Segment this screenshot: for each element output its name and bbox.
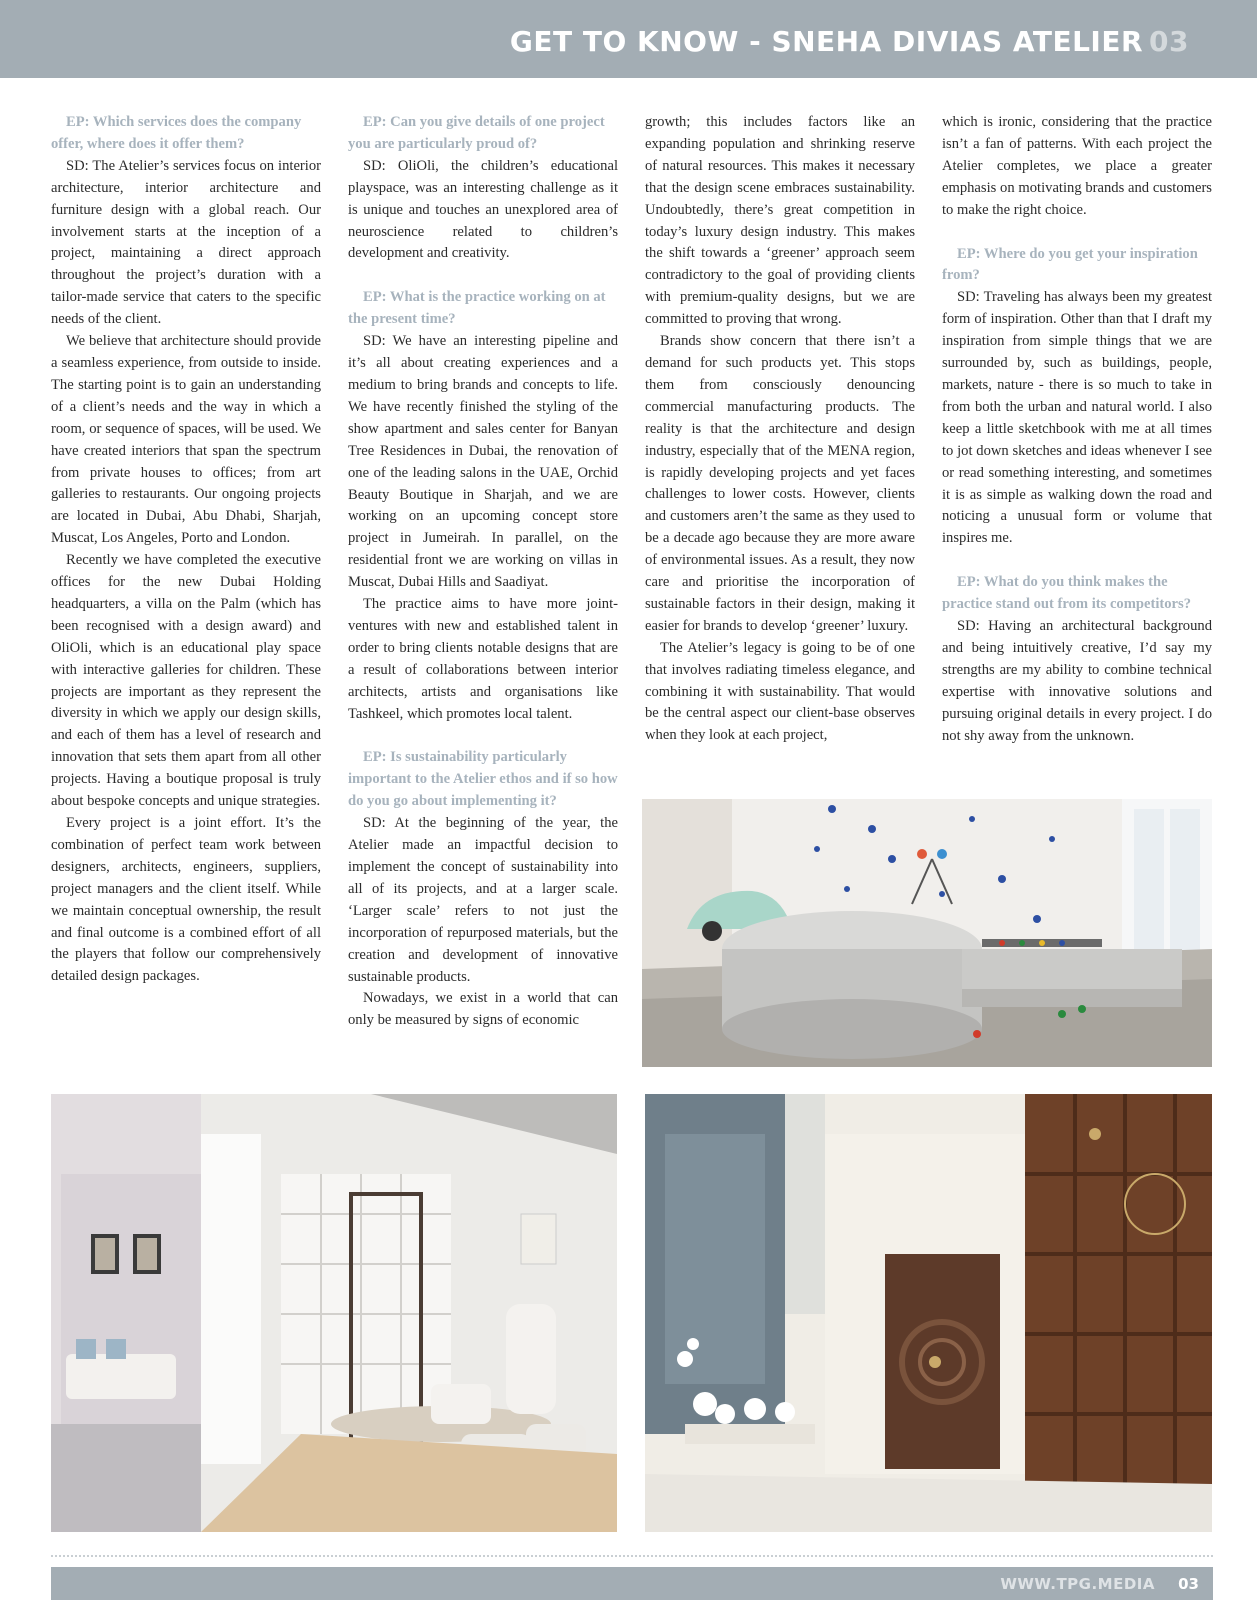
page-header (0, 0, 1257, 78)
footer-url: WWW.TPG.MEDIA (1000, 1575, 1155, 1593)
question-stand-out: EP: What do you think makes the practice stand out from its competitors? (942, 574, 1191, 613)
answer-sustainability-p4-start: The Atelier’s legacy is going to be of one that involves radiating timeless elegance, and combining it with sustainability. That would be the central aspect our client-base observes when they look at each project, (645, 639, 915, 744)
answer-services-p4: Every project is a joint effort. It’s the combination of perfect team work between designers, architects, engineers, suppliers, project managers and the client itself. While we maintain conceptual ownership, the result and final outcome is a combined effort of all the players that follow our comprehensively detailed design packages. (51, 815, 321, 985)
article-column-1 (51, 112, 321, 988)
footer-page-number: 03 (1178, 1575, 1199, 1593)
question-current-work: EP: What is the practice working on at the present time? (348, 289, 606, 328)
answer-services-p1: SD: The Atelier’s services focus on interior architecture, interior architecture and furniture design with a global reach. Our involvement starts at the inception of a project, maintaining a direct approach throughout the project’s duration with a tailor-made service that caters to the specific needs of the client. (51, 157, 321, 328)
page-footer (51, 1567, 1213, 1600)
answer-services-p2: We believe that architecture should provide a seamless experience, from outside to inside. The starting point is to gain an understanding of a client’s needs and the way in which a room, or sequence of spaces, will be used. We have created interiors that span the spectrum from private houses to offices; from art galleries to restaurants. Our ongoing projects are located in Dubai, Abu Dhabi, Sharjah, Muscat, Los Angeles, Porto and London. (51, 333, 321, 547)
answer-stand-out: SD: Having an architectural background and being intuitively creative, I’d say my strengths are my ability to combine technical expertise with innovative solutions and pursuing original details in every project. I do not shy away from the unknown. (942, 618, 1212, 744)
header-title-text: GET TO KNOW - SNEHA DIVIAS ATELIER (509, 25, 1144, 58)
question-proud-project: EP: Can you give details of one project you are particularly proud of? (348, 114, 605, 152)
article-column-3 (645, 112, 915, 747)
article-column-2 (348, 112, 618, 1032)
article-column-4 (942, 112, 1212, 747)
photo-executive-office (51, 1094, 617, 1532)
answer-inspiration: SD: Traveling has always been my greatest form of inspiration. Other than that I draft my inspiration from simple things that we are surrounded by, such as buildings, people, markets, nature - there is so much to take in from both the urban and natural world. I also keep a little sketchbook with me at all times to jot down sketches and ideas whenever I see or read something interesting, and sometimes it is as simple as walking down the road and noticing a unusual form or volume that inspires me. (942, 289, 1212, 547)
answer-current-work-p2: The practice aims to have more joint-ventures with new and established talent in order to bring clients notable designs that are a result of collaborations between interior architects, artists and organisations like Tashkeel, which promotes local talent. (348, 596, 618, 722)
answer-sustainability-p3: Brands show concern that there isn’t a demand for such products yet. This stops them from consciously denouncing commercial manufacturing products. The reality is that the architecture and design industry, especially that of the MENA region, is rapidly developing projects and yet faces challenges to lower costs. However, clients and customers aren’t the same as they used to be a decade ago because they are more aware of environmental issues. As a result, they now care and prioritise the incorporation of sustainable factors in their design, making it easier for brands to develop ‘greener’ luxury. (645, 333, 915, 634)
question-inspiration: EP: Where do you get your inspiration from? (942, 245, 1198, 284)
question-sustainability: EP: Is sustainability particularly important to the Atelier ethos and if so how do you go about implementing it? (348, 749, 618, 810)
answer-services-p3: Recently we have completed the executive offices for the new Dubai Holding headquarters, a villa on the Palm (which has been recognised with a design award) and OliOli, which is an educational play space with interactive galleries for children. These projects are important as they represent the diversity in which we apply our design skills, and each of them has a level of research and innovation that sets them apart from all other projects. Having a boutique proposal is truly about bespoke concepts and unique strategies. (51, 552, 321, 810)
answer-sustainability-p2-start: Nowadays, we exist in a world that can only be measured by signs of economic (348, 990, 618, 1029)
answer-proud-project: SD: OliOli, the children’s educational playspace, was an interesting challenge as it is unique and touches an unexplored area of neuroscience related to children’s development and creativity. (348, 157, 618, 262)
footer-divider (51, 1555, 1213, 1557)
answer-sustainability-p1: SD: At the beginning of the year, the Atelier made an impactful decision to implement the concept of sustainability into all of its projects, and at a larger scale. ‘Larger scale’ refers to not just the incorporation of repurposed materials, but the creation and development of innovative sustainable products. (348, 815, 618, 985)
header-title (509, 25, 1189, 58)
photo-olioli-playspace (642, 799, 1212, 1067)
header-page-number: 03 (1149, 25, 1189, 58)
answer-current-work-p1: SD: We have an interesting pipeline and it’s all about creating experiences and a medium to bring brands and concepts to life. We have recently finished the styling of the show apartment and sales center for Banyan Tree Residences in Dubai, the renovation of one of the leading salons in the UAE, Orchid Beauty Boutique in Sharjah, and we are working on an upcoming concept store project in Jumeirah. In parallel, on the residential front we are working on villas in Muscat, Dubai Hills and Saadiyat. (348, 333, 618, 591)
answer-sustainability-p2-cont: growth; this includes factors like an expanding population and shrinking reserve of natural resources. This makes it necessary that the design scene embraces sustainability. Undoubtedly, there’s great competition in today’s luxury design industry. This makes the shift towards a ‘greener’ approach seem contradictory to the goal of providing clients with premium-quality designs, but we are committed to proving that wrong. (645, 114, 915, 328)
photo-villa-entrance (645, 1094, 1212, 1532)
answer-sustainability-p4-cont: which is ironic, considering that the practice isn’t a fan of patterns. With each project the Atelier completes, we place a greater emphasis on motivating brands and customers to make the right choice. (942, 114, 1212, 218)
question-services: EP: Which services does the company offer, where does it offer them? (51, 114, 302, 152)
